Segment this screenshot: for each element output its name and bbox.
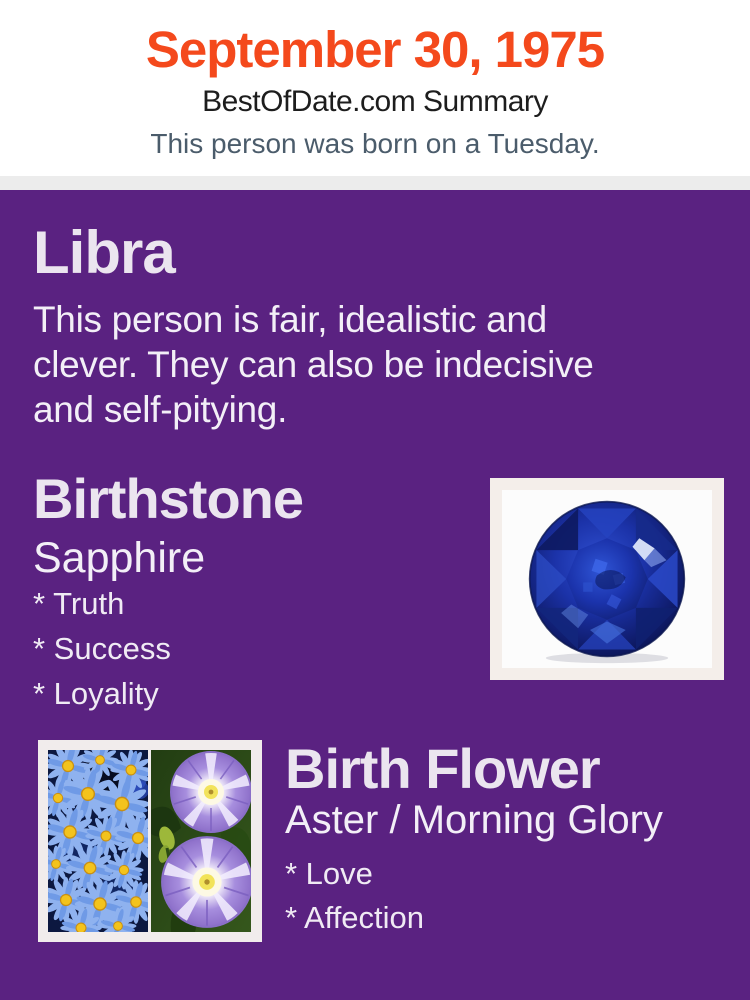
birthstone-trait: * Truth — [33, 586, 125, 621]
header — [0, 0, 750, 176]
birthstone-name: Sapphire — [33, 534, 206, 582]
birth-flower-photo-frame — [38, 740, 262, 942]
birth-flower-heading: Birth Flower — [285, 737, 600, 800]
birthstone-trait: * Success — [33, 631, 171, 666]
morning-glory-photo — [151, 750, 251, 932]
birth-flower-trait: * Love — [285, 856, 373, 891]
divider — [0, 176, 750, 190]
zodiac-description: This person is fair, idealistic and clever. They can also be indecisive and self-pitying. — [33, 299, 594, 430]
aster-photo — [48, 750, 148, 932]
zodiac-sign-heading: Libra — [33, 219, 175, 286]
sapphire-gem-icon — [522, 494, 692, 664]
weekday-note: This person was born on a Tuesday. — [150, 128, 600, 159]
birth-flower-trait: * Affection — [285, 900, 425, 935]
blue-aster-icon — [48, 750, 148, 932]
birthstone-photo-frame — [490, 478, 724, 680]
sapphire-gem-image — [502, 490, 712, 668]
birth-flower-name: Aster / Morning Glory — [285, 798, 663, 842]
birthstone-trait: * Loyality — [33, 676, 159, 711]
site-summary: BestOfDate.com Summary — [202, 85, 548, 118]
birthstone-heading: Birthstone — [33, 467, 303, 530]
page-title: September 30, 1975 — [145, 21, 605, 78]
morning-glory-icon — [151, 750, 251, 932]
